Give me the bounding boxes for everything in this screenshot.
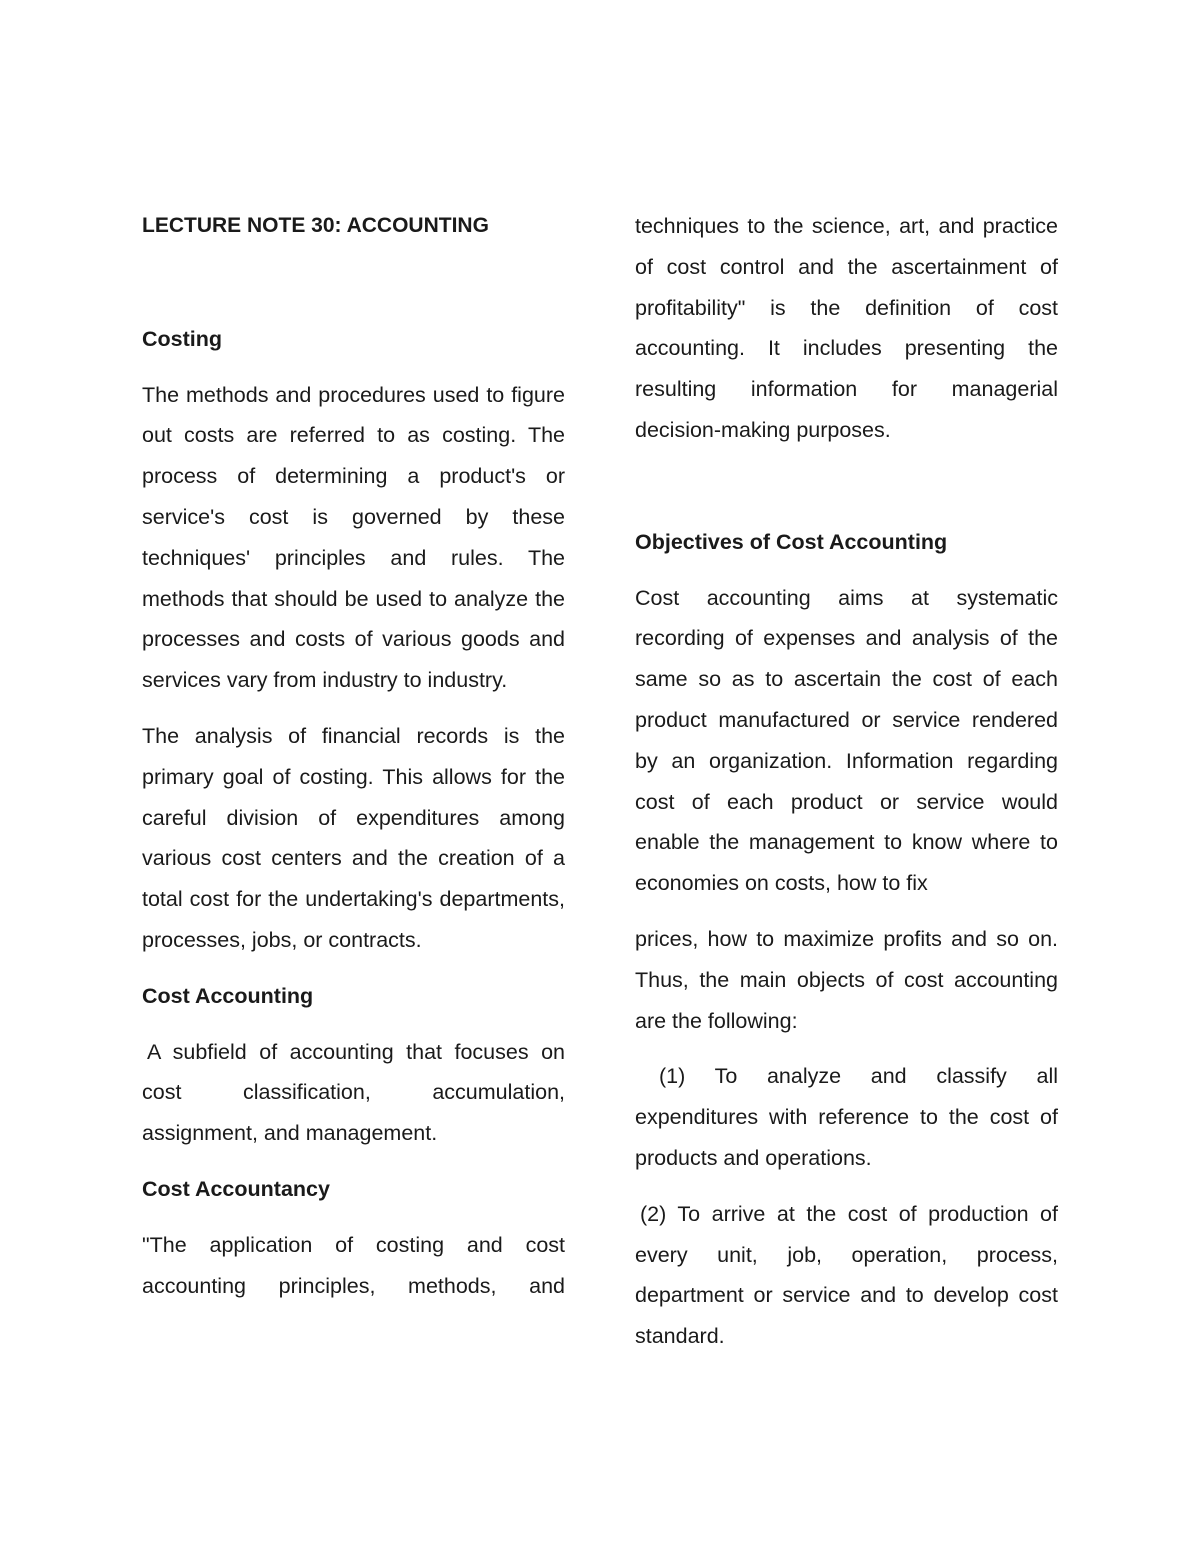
objective-item-2: (2) To arrive at the cost of production of every unit, job, operation, process, department or service and to develop cost standard. xyxy=(635,1201,1058,1349)
objectives-paragraph-part1: Cost accounting aims at systematic recording of expenses and analysis of the same so as to ascertain the cost of each product manufactured or service rendered by an organization. Information regarding cost of each product or service would enable the management to know where to economies on costs, how to fix xyxy=(635,585,1058,896)
objectives-paragraph-part2: prices, how to maximize profits and so on. Thus, the main objects of cost accounting are the following: xyxy=(635,926,1058,1033)
costing-paragraph-2: The analysis of financial records is the primary goal of costing. This allows for the careful division of expenditures among various cost centers and the creation of a total cost for the undertaking's departments, processes, jobs, or contracts. xyxy=(142,723,565,952)
cost-accounting-paragraph: A subfield of accounting that focuses on cost classification, accumulation, assignment, and management. xyxy=(142,1039,565,1146)
costing-paragraph-1: The methods and procedures used to figure out costs are referred to as costing. The process of determining a product's or service's cost is governed by these techniques' principles and rules. The methods that should be used to analyze the processes and costs of various goods and services vary from industry to industry. xyxy=(142,382,565,693)
costing-heading: Costing xyxy=(142,326,223,351)
cost-accountancy-paragraph-part1: "The application of costing and cost accounting principles, methods, and xyxy=(142,1232,565,1298)
cost-accountancy-paragraph-part2: techniques to the science, art, and practice of cost control and the ascertainment of profitability" is the definition of cost accounting. It includes presenting the resulting information for managerial decision-making purposes. xyxy=(635,214,1058,442)
objective-item-1: (1) To analyze and classify all expenditures with reference to the cost of products and operations. xyxy=(635,1064,1058,1170)
cost-accountancy-heading: Cost Accountancy xyxy=(142,1176,330,1201)
document-title: LECTURE NOTE 30: ACCOUNTING xyxy=(142,214,489,237)
cost-accounting-heading: Cost Accounting xyxy=(142,983,314,1008)
objectives-heading: Objectives of Cost Accounting xyxy=(635,529,948,554)
right-column xyxy=(635,206,1058,1372)
left-column xyxy=(142,206,565,1321)
